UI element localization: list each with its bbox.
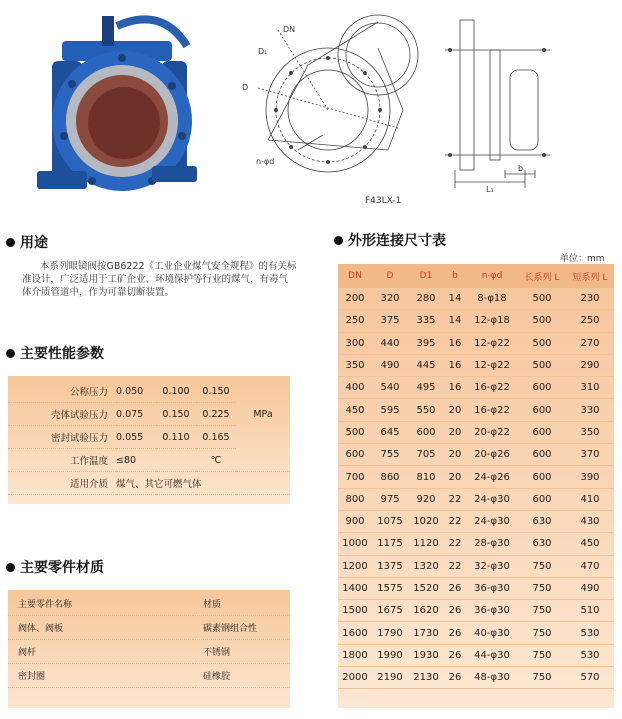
perf-label: 壳体试验压力	[8, 403, 116, 426]
table-row	[338, 399, 614, 421]
table-cell: 26	[444, 644, 466, 666]
table-cell: 600	[518, 421, 566, 443]
material-value: 碳素钢组合性	[193, 616, 290, 640]
table-cell: 570	[566, 667, 614, 689]
usage-title-text: 用途	[20, 235, 48, 251]
table-row	[338, 288, 614, 310]
perf-value: 0.055	[116, 426, 156, 449]
table-cell: 26	[444, 577, 466, 599]
perf-label: 密封试验压力	[8, 426, 116, 449]
figure-caption: F43LX-1	[365, 196, 402, 206]
table-cell: 22	[444, 510, 466, 532]
material-header-material: 材质	[193, 592, 290, 616]
table-cell: 390	[566, 466, 614, 488]
table-cell: 600	[518, 444, 566, 466]
material-value: 硅橡胶	[193, 664, 290, 688]
table-cell: 1175	[372, 533, 408, 555]
table-cell: 1320	[408, 555, 444, 577]
table-cell: 600	[408, 421, 444, 443]
usage-paragraph	[22, 260, 312, 299]
dimensions-title	[334, 230, 446, 250]
table-cell: 24-φ30	[466, 488, 518, 510]
table-cell: 1020	[408, 510, 444, 532]
table-row	[338, 622, 614, 644]
table-cell: 14	[444, 288, 466, 310]
table-cell: 900	[338, 510, 372, 532]
materials-title	[6, 557, 104, 577]
table-cell: 470	[566, 555, 614, 577]
materials-table	[8, 592, 290, 688]
dimensions-table	[338, 264, 614, 689]
table-cell: 32-φ30	[466, 555, 518, 577]
table-cell: 1200	[338, 555, 372, 577]
table-cell: 200	[338, 288, 372, 310]
label-dn: DN	[283, 25, 296, 34]
table-cell: 700	[338, 466, 372, 488]
table-cell: 330	[566, 399, 614, 421]
column-header: n-φd	[481, 271, 503, 281]
table-cell: 750	[518, 667, 566, 689]
table-cell: 12-φ22	[466, 332, 518, 354]
material-part: 阀体、阀板	[8, 616, 193, 640]
table-cell: 16-φ22	[466, 399, 518, 421]
table-cell: 510	[566, 600, 614, 622]
table-cell: 445	[408, 354, 444, 376]
perf-value: 0.150	[196, 380, 236, 403]
table-cell: 500	[518, 332, 566, 354]
table-cell: 1375	[372, 555, 408, 577]
table-row	[338, 488, 614, 510]
table-row	[338, 644, 614, 666]
table-row	[338, 510, 614, 532]
table-cell: 310	[566, 377, 614, 399]
table-cell: 1800	[338, 644, 372, 666]
table-cell: 600	[518, 399, 566, 421]
table-cell: 530	[566, 622, 614, 644]
table-cell: 20	[444, 399, 466, 421]
bullet-icon	[6, 563, 15, 572]
dimensions-unit: 单位：mm	[560, 254, 605, 264]
table-cell: 500	[518, 310, 566, 332]
column-header: b	[452, 271, 458, 281]
table-cell: 350	[566, 421, 614, 443]
table-cell: 1120	[408, 533, 444, 555]
table-cell: 22	[444, 555, 466, 577]
table-row	[8, 664, 290, 688]
table-cell: 920	[408, 488, 444, 510]
table-cell: 1620	[408, 600, 444, 622]
table-cell: 500	[518, 288, 566, 310]
dimensions-table-body	[338, 288, 614, 689]
materials-title-text: 主要零件材质	[20, 560, 104, 576]
table-cell: 750	[518, 622, 566, 644]
table-cell: 440	[372, 332, 408, 354]
table-row	[338, 600, 614, 622]
perf-value: ≤80	[116, 449, 156, 472]
table-cell: 430	[566, 510, 614, 532]
perf-unit: MPa	[253, 408, 273, 420]
table-cell: 630	[518, 533, 566, 555]
table-cell: 800	[338, 488, 372, 510]
table-cell: 230	[566, 288, 614, 310]
column-header: D1	[419, 271, 433, 281]
usage-line: 准设计，广泛适用于工矿企业、环境保护等行业的煤气，有毒气	[22, 274, 289, 285]
perf-value: 0.050	[116, 380, 156, 403]
table-cell: 12-φ18	[466, 310, 518, 332]
bullet-icon	[6, 349, 15, 358]
table-cell: 12-φ22	[466, 354, 518, 376]
table-cell: 24-φ30	[466, 510, 518, 532]
side-view-drawing	[440, 10, 550, 195]
table-cell: 28-φ30	[466, 533, 518, 555]
perf-value: 0.225	[196, 403, 236, 426]
dimensions-title-text: 外形连接尺寸表	[348, 233, 446, 249]
label-d1: D₁	[258, 47, 268, 56]
table-cell: 20-φ22	[466, 421, 518, 443]
table-cell: 16	[444, 377, 466, 399]
performance-table	[8, 380, 290, 495]
column-header: D	[386, 271, 394, 281]
label-d: D	[242, 83, 249, 92]
table-cell: 370	[566, 444, 614, 466]
table-cell: 335	[408, 310, 444, 332]
table-cell: 600	[518, 377, 566, 399]
table-cell: 26	[444, 600, 466, 622]
performance-title	[6, 343, 104, 363]
table-cell: 2190	[372, 667, 408, 689]
table-cell: 705	[408, 444, 444, 466]
table-cell: 320	[372, 288, 408, 310]
column-header: 长系列 L	[524, 272, 560, 283]
table-cell: 350	[338, 354, 372, 376]
table-cell: 975	[372, 488, 408, 510]
table-cell: 44-φ30	[466, 644, 518, 666]
usage-title	[6, 232, 48, 252]
table-cell: 300	[338, 332, 372, 354]
table-cell: 1675	[372, 600, 408, 622]
table-cell: 490	[372, 354, 408, 376]
table-row	[338, 332, 614, 354]
table-cell: 410	[566, 488, 614, 510]
table-cell: 810	[408, 466, 444, 488]
table-cell: 600	[518, 488, 566, 510]
table-cell: 395	[408, 332, 444, 354]
usage-line: 体介质管道中，作为可靠切断装置。	[22, 287, 175, 298]
perf-value: 煤气、其它可燃气体	[116, 472, 236, 495]
table-cell: 750	[518, 555, 566, 577]
table-row	[8, 449, 290, 472]
table-cell: 2000	[338, 667, 372, 689]
perf-label: 公称压力	[8, 380, 116, 403]
performance-title-text: 主要性能参数	[20, 346, 104, 362]
perf-label: 适用介质	[8, 472, 116, 495]
perf-value: 0.075	[116, 403, 156, 426]
table-cell: 16	[444, 354, 466, 376]
table-cell: 630	[518, 510, 566, 532]
table-cell: 645	[372, 421, 408, 443]
table-cell: 1075	[372, 510, 408, 532]
table-cell: 14	[444, 310, 466, 332]
table-cell: 495	[408, 377, 444, 399]
table-row	[8, 472, 290, 495]
table-cell: 36-φ30	[466, 577, 518, 599]
table-cell: 550	[408, 399, 444, 421]
table-cell: 20	[444, 444, 466, 466]
table-cell: 16-φ22	[466, 377, 518, 399]
table-row	[338, 377, 614, 399]
table-cell: 595	[372, 399, 408, 421]
table-cell: 16	[444, 332, 466, 354]
table-cell: 375	[372, 310, 408, 332]
table-cell: 490	[566, 577, 614, 599]
table-cell: 450	[566, 533, 614, 555]
material-value: 不锈钢	[193, 640, 290, 664]
table-cell: 280	[408, 288, 444, 310]
table-cell: 1520	[408, 577, 444, 599]
table-row	[338, 354, 614, 376]
table-cell: 24-φ26	[466, 466, 518, 488]
table-cell: 2130	[408, 667, 444, 689]
table-cell: 1400	[338, 577, 372, 599]
table-cell: 750	[518, 577, 566, 599]
table-cell: 1600	[338, 622, 372, 644]
table-row	[338, 577, 614, 599]
table-cell: 22	[444, 488, 466, 510]
table-cell: 26	[444, 667, 466, 689]
table-cell: 1000	[338, 533, 372, 555]
table-cell: 22	[444, 533, 466, 555]
table-row	[8, 616, 290, 640]
perf-label: 工作温度	[8, 449, 116, 472]
table-row	[338, 421, 614, 443]
material-header-name: 主要零件名称	[8, 592, 193, 616]
table-cell: 250	[566, 310, 614, 332]
bullet-icon	[6, 238, 15, 247]
table-cell: 1730	[408, 622, 444, 644]
table-cell: 1575	[372, 577, 408, 599]
table-cell: 860	[372, 466, 408, 488]
column-header: 短系列 L	[572, 272, 608, 283]
table-row	[338, 667, 614, 689]
table-cell: 600	[338, 444, 372, 466]
table-cell: 450	[338, 399, 372, 421]
table-cell: 1790	[372, 622, 408, 644]
perf-value: 0.100	[156, 380, 196, 403]
table-cell: 400	[338, 377, 372, 399]
material-part: 密封圈	[8, 664, 193, 688]
table-cell: 26	[444, 622, 466, 644]
table-cell: 250	[338, 310, 372, 332]
table-row	[8, 592, 290, 616]
table-cell: 750	[518, 644, 566, 666]
bullet-icon	[334, 236, 343, 245]
valve-photo	[22, 6, 212, 211]
table-cell: 750	[518, 600, 566, 622]
table-cell: 500	[518, 354, 566, 376]
table-cell: 270	[566, 332, 614, 354]
table-row	[338, 533, 614, 555]
perf-value	[156, 449, 196, 472]
table-cell: 1500	[338, 600, 372, 622]
table-cell: 530	[566, 644, 614, 666]
table-header-row	[338, 264, 614, 288]
front-view-drawing	[228, 10, 438, 180]
table-cell: 48-φ30	[466, 667, 518, 689]
label-l1: L₁	[486, 185, 494, 194]
usage-line: 本系列眼镜阀按GB6222《工业企业煤气安全规程》的有关标	[40, 261, 297, 272]
table-row	[338, 555, 614, 577]
table-row	[338, 466, 614, 488]
table-cell: 1930	[408, 644, 444, 666]
table-row	[338, 310, 614, 332]
table-cell: 600	[518, 466, 566, 488]
perf-value: 0.165	[196, 426, 236, 449]
table-cell: 20-φ26	[466, 444, 518, 466]
table-row	[8, 380, 290, 403]
table-cell: 1990	[372, 644, 408, 666]
table-cell: 20	[444, 421, 466, 443]
perf-value: 0.150	[156, 403, 196, 426]
perf-value: ℃	[196, 449, 236, 472]
label-n-phi-d: n-φd	[256, 157, 275, 166]
table-cell: 755	[372, 444, 408, 466]
table-cell: 40-φ30	[466, 622, 518, 644]
table-cell: 20	[444, 466, 466, 488]
table-row	[8, 640, 290, 664]
label-b: b	[518, 164, 524, 173]
table-row	[338, 444, 614, 466]
perf-value: 0.110	[156, 426, 196, 449]
column-header: DN	[348, 271, 362, 281]
table-cell: 290	[566, 354, 614, 376]
table-cell: 500	[338, 421, 372, 443]
material-part: 阀杆	[8, 640, 193, 664]
table-cell: 8-φ18	[466, 288, 518, 310]
table-cell: 36-φ30	[466, 600, 518, 622]
table-cell: 540	[372, 377, 408, 399]
